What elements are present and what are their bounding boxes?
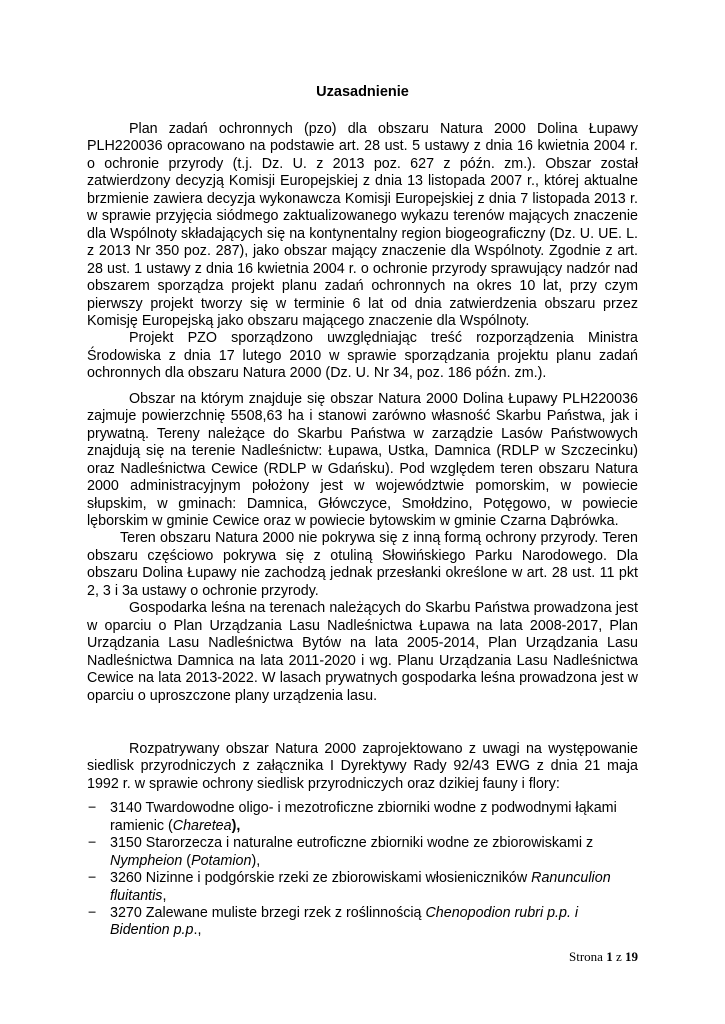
paragraph-area-ownership: Obszar na którym znajduje się obszar Natura 2000 Dolina Łupawy PLH220036 zajmuje powierzchnię 5508,63 ha i stanowi zarówno własność Skarbu Państwa, jak i prywatną. Tereny należące do Skarbu Państwa w zarządzie Lasów Państwowych znajdują się na terenie Nadleśnictw: Łupawa, Ustka, Damnica (RDLP w Szczecinku) oraz Nadleśnictwa Cewice (RDLP w Gdańsku). Pod względem teren obszaru Natura 2000 administracyjnym położony jest w województwie pomorskim, w powiecie słupskim, w gminach: Damnica, Główczyce, Smołdzino, Potęgowo, w powiecie lęborskim w gminie Cewice oraz w powiecie bytowskim w gminie Czarna Dąbrówka. bbox=[87, 390, 638, 529]
paragraph-regulation: Projekt PZO sporządzono uwzględniając treść rozporządzenia Ministra Środowiska z dnia 17 lutego 2010 w sprawie sporządzania projektu planu zadań ochronnych dla obszaru Natura 2000 (Dz. U. Nr 34, poz. 186 późn. zm.). bbox=[87, 330, 638, 382]
habitat-list bbox=[87, 800, 638, 940]
habitat-item-3140: − 3140 Twardowodne oligo- i mezotroficzne zbiorniki wodne z podwodnymi łąkami ramienic (Charetea), bbox=[87, 800, 638, 835]
page-number: Strona 1 z 19 bbox=[569, 949, 638, 964]
habitat-item-3270: − 3270 Zalewane muliste brzegi rzek z roślinnością Chenopodion rubri p.p. i Bidention p.p., bbox=[87, 905, 638, 940]
paragraph-forest-management: Gospodarka leśna na terenach należących do Skarbu Państwa prowadzona jest w oparciu o Plan Urządzania Lasu Nadleśnictwa Łupawa na lata 2008-2017, Plan Urządzania Lasu Nadleśnictwa Bytów na lata 2005-2014, Plan Urządzania Lasu Nadleśnictwa Damnica na lata 2011-2020 i wg. Planu Urządzania Lasu Nadleśnictwa Cewice na lata 2013-2022. W lasach prywatnych gospodarka leśna prowadzona jest w oparciu o uproszczone plany urządzenia lasu. bbox=[87, 600, 638, 704]
paragraph-legal-basis: Plan zadań ochronnych (pzo) dla obszaru Natura 2000 Dolina Łupawy PLH220036 opracowano na podstawie art. 28 ust. 5 ustawy z dnia 16 kwietnia 2004 r. o ochronie przyrody (t.j. Dz. U. z 2013 poz. 627 z późn. zm.). Obszar został zatwierdzony decyzją Komisji Europejskiej z dnia 13 listopada 2007 r., której aktualne brzmienie zawiera decyzja wykonawcza Komisji Europejskiej z dnia 7 listopada 2013 r. w sprawie przyjęcia siódmego zaktualizowanego wykazu terenów mających znaczenie dla Wspólnoty składających się na kontynentalny region biogeograficzny (Dz. U. UE. L. z 2013 Nr 350 poz. 287), jako obszar mający znaczenie dla Wspólnoty. Zgodnie z art. 28 ust. 1 ustawy z dnia 16 kwietnia 2004 r. o ochronie przyrody sprawujący nadzór nad obszarem sporządza projekt planu zadań ochronnych na okres 10 lat, przy czym pierwszy projekt tworzy się w terminie 6 lat od dnia zatwierdzenia obszaru przez Komisję Europejską jako obszaru mającego znaczenie dla Wspólnoty. bbox=[87, 121, 638, 329]
habitat-item-3150: − 3150 Starorzecza i naturalne eutroficzne zbiorniki wodne ze zbiorowiskami z Nympheion (Potamion), bbox=[87, 835, 638, 870]
document-title: Uzasadnienie bbox=[316, 84, 409, 100]
paragraph-other-protection: Teren obszaru Natura 2000 nie pokrywa się z inną formą ochrony przyrody. Teren obszaru częściowo pokrywa się z otuliną Słowińskiego Parku Narodowego. Dla obszaru Dolina Łupawy nie zachodzą jednak przesłanki określone w art. 28 ust. 11 pkt 2, 3 i 3a ustawy o ochronie przyrody. bbox=[87, 530, 638, 599]
document-body bbox=[87, 121, 638, 940]
habitat-item-3260: − 3260 Nizinne i podgórskie rzeki ze zbiorowiskami włosieniczników Ranunculion fluitantis, bbox=[87, 870, 638, 905]
paragraph-habitats-intro: Rozpatrywany obszar Natura 2000 zaprojektowano z uwagi na występowanie siedlisk przyrodniczych z załącznika I Dyrektywy Rady 92/43 EWG z dnia 21 maja 1992 r. w sprawie ochrony siedlisk przyrodniczych oraz dzikiej fauny i flory: bbox=[87, 740, 638, 792]
